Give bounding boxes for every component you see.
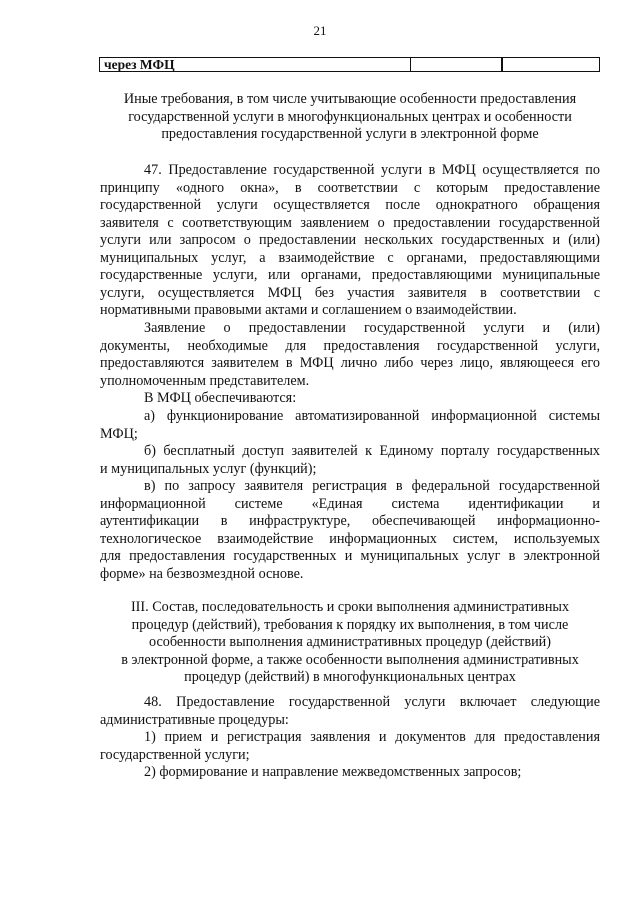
text-line: заявителя с соответствующим заявлением о предоставлении государственной <box>100 214 600 231</box>
list-item-b <box>100 443 600 478</box>
text-line: информационной системе «Единая система идентификации и <box>100 495 600 512</box>
heading-line: процедур (действий), требования к порядку их выполнения, в том числе <box>131 616 569 633</box>
paragraph-47 <box>100 162 600 320</box>
text-line: МФЦ; <box>100 425 138 442</box>
text-line: нормативными правовыми актами и соглашением о взаимодействии. <box>100 302 517 318</box>
text-line: В МФЦ обеспечиваются: <box>144 390 297 406</box>
text-line: муниципальных услуг, а взаимодействие с органами, предоставляющими <box>100 249 600 266</box>
table-cell-empty <box>411 58 502 71</box>
table-cell: через МФЦ <box>100 58 411 71</box>
heading-line: III. Состав, последовательность и сроки выполнения административных <box>130 599 570 615</box>
text-line: документы, необходимые для предоставления государственной услуги, <box>100 337 600 354</box>
heading-line: процедур (действий) в многофункциональных центрах <box>184 669 516 685</box>
text-line: административные процедуры: <box>100 711 289 728</box>
text-line: 2) формирование и направление межведомственных запросов; <box>144 764 522 780</box>
text-line: 48. Предоставление государственной услуги включает следующие <box>144 694 600 710</box>
text-line: и муниципальных услуг (функций); <box>100 460 317 477</box>
paragraph-ensure <box>100 390 600 408</box>
heading-line: особенности выполнения административных процедур (действий) <box>149 634 551 650</box>
text-line: б) бесплатный доступ заявителей к Единому порталу государственных <box>144 443 600 459</box>
text-line: 1) прием и регистрация заявления и документов для предоставления <box>144 729 600 745</box>
table-row <box>99 57 600 72</box>
text-line: форме» на безвозмездной основе. <box>100 565 304 582</box>
list-item-1 <box>100 729 600 764</box>
page-number: 21 <box>313 23 327 38</box>
section-heading-iii <box>100 599 600 687</box>
text-line: в) по запросу заявителя регистрация в федеральной государственной <box>144 478 600 494</box>
text-line: 47. Предоставление государственной услуги в МФЦ осуществляется по <box>144 162 600 178</box>
text-line: Заявление о предоставлении государственной услуги и (или) <box>144 320 600 336</box>
text-line: а) функционирование автоматизированной информационной системы <box>144 408 600 424</box>
text-line: принципу «одного окна», в соответствии с которым предоставление <box>100 179 600 196</box>
text-line: технологическое взаимодействие информационных систем, используемых <box>100 530 600 547</box>
paragraph-48 <box>100 694 600 729</box>
text-line: предоставляются заявителем в МФЦ лично либо через лицо, являющееся его <box>100 355 600 371</box>
list-item-2 <box>100 764 600 782</box>
list-item-a <box>100 408 600 443</box>
list-item-v <box>100 478 600 583</box>
text-line: государственной услуги осуществляется после однократного обращения <box>100 197 600 213</box>
heading-line: Иные требования, в том числе учитывающие особенности предоставления <box>123 91 577 107</box>
text-line: государственные услуги, или органами, предоставляющими муниципальные <box>100 267 600 283</box>
table-cell-empty <box>502 58 599 71</box>
text-line: услуги, осуществляется МФЦ без участия заявителя в соответствии с <box>100 284 600 301</box>
paragraph-application <box>100 320 600 390</box>
heading-line: предоставления государственной услуги в электронной форме <box>161 126 539 142</box>
text-line: аутентификации в инфраструктуре, обеспечивающей информационно- <box>100 513 600 529</box>
text-line: уполномоченным представителем. <box>100 372 310 389</box>
section-heading <box>100 91 600 144</box>
heading-line: в электронной форме, а также особенности выполнения административных <box>121 651 579 668</box>
text-line: государственной услуги; <box>100 746 250 763</box>
text-line: для предоставления государственных и муниципальных услуг в электронной <box>100 548 600 564</box>
text-line: услуги или запросом о предоставлении нескольких государственных и (или) <box>100 232 600 248</box>
heading-line: государственной услуги в многофункциональных центрах и особенности <box>128 108 572 125</box>
